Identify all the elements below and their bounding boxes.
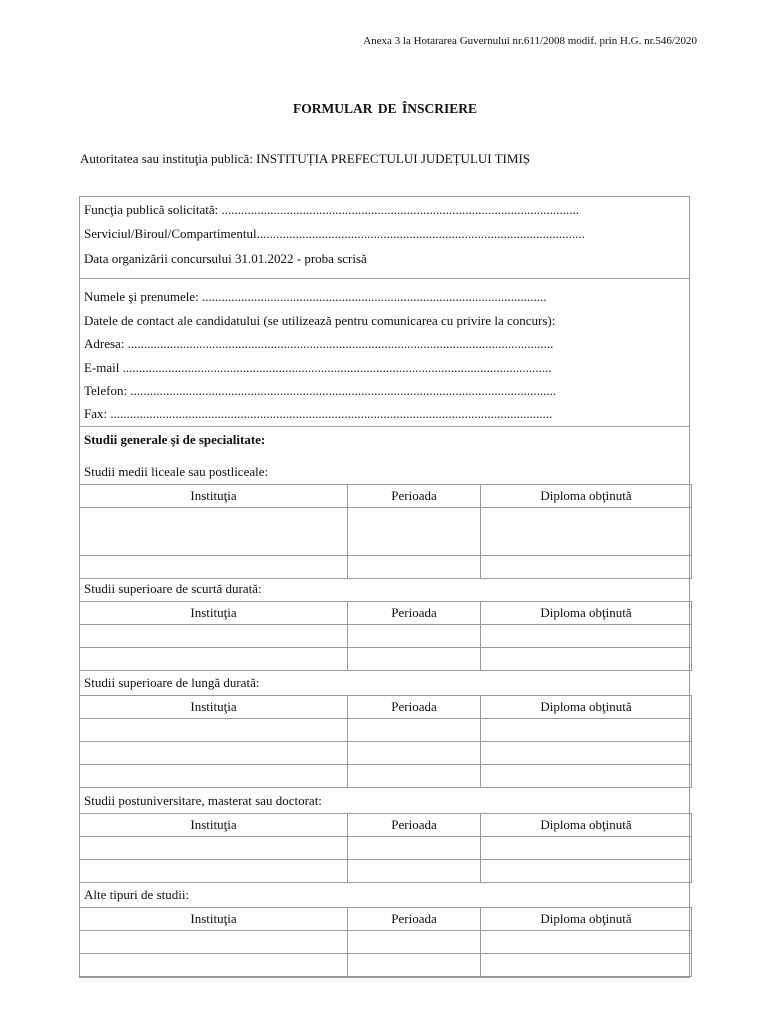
section-label-scurta: Studii superioare de scurtă durată: [84,581,262,596]
cell-diploma[interactable] [481,719,692,742]
col-header-institutia: Instituţia [80,696,348,719]
field-telefon[interactable]: Telefon: ................................................................................................................................... [84,383,557,398]
cell-perioada[interactable] [348,719,481,742]
cell-diploma[interactable] [481,954,692,977]
field-data-concurs: Data organizării concursului 31.01.2022 - proba scrisă [84,251,367,266]
col-header-perioada: Perioada [348,908,481,931]
col-header-diploma: Diploma obţinută [481,602,692,625]
cell-diploma[interactable] [481,508,692,556]
table-row [80,954,692,977]
field-fax[interactable]: Fax: ........................................................................................................................................ [84,406,553,421]
col-header-institutia: Instituţia [80,485,348,508]
cell-perioada[interactable] [348,954,481,977]
table-row [80,556,692,579]
col-header-institutia: Instituţia [80,602,348,625]
cell-perioada[interactable] [348,648,481,671]
cell-diploma[interactable] [481,860,692,883]
section-label-lunga: Studii superioare de lungă durată: [84,675,260,690]
col-header-institutia: Instituţia [80,814,348,837]
contact-intro: Datele de contact ale candidatului (se utilizează pentru comunicarea cu privire la concurs): [84,313,556,328]
table-row [80,719,692,742]
cell-perioada[interactable] [348,625,481,648]
cell-institutia[interactable] [80,742,348,765]
form-title: FORMULAR DE ÎNSCRIERE [292,101,477,116]
cell-diploma[interactable] [481,648,692,671]
cell-perioada[interactable] [348,765,481,788]
annex-reference: Anexa 3 la Hotararea Guvernului nr.611/2008 modif. prin H.G. nr.546/2020 [363,35,697,47]
table-row [80,742,692,765]
cell-perioada[interactable] [348,742,481,765]
table-row [80,648,692,671]
table-row [80,860,692,883]
cell-perioada[interactable] [348,931,481,954]
cell-institutia[interactable] [80,765,348,788]
studies-heading: Studii generale şi de specialitate: [84,432,266,447]
table-row [80,508,692,556]
cell-perioada[interactable] [348,837,481,860]
cell-institutia[interactable] [80,648,348,671]
col-header-perioada: Perioada [348,485,481,508]
cell-institutia[interactable] [80,556,348,579]
table-postuniversitare [79,813,692,883]
studies-block [79,427,690,978]
cell-diploma[interactable] [481,742,692,765]
section-label-liceale: Studii medii liceale sau postliceale: [84,464,269,479]
field-serviciul[interactable]: Serviciul/Biroul/Compartimentul..................................................................................................... [84,226,585,241]
field-email[interactable]: E-mail .................................................................................................................................... [84,360,552,375]
table-row [80,931,692,954]
cell-institutia[interactable] [80,954,348,977]
col-header-diploma: Diploma obţinută [481,485,692,508]
authority-line: Autoritatea sau instituţia publică: INSTITUȚIA PREFECTULUI JUDEȚULUI TIMIȘ [80,151,531,166]
table-row [80,837,692,860]
cell-institutia[interactable] [80,860,348,883]
section-label-postuniversitare: Studii postuniversitare, masterat sau doctorat: [84,793,322,808]
col-header-perioada: Perioada [348,814,481,837]
cell-institutia[interactable] [80,719,348,742]
table-lunga [79,695,692,788]
cell-perioada[interactable] [348,860,481,883]
cell-perioada[interactable] [348,508,481,556]
col-header-diploma: Diploma obţinută [481,696,692,719]
table-scurta [79,601,692,671]
cell-institutia[interactable] [80,625,348,648]
col-header-perioada: Perioada [348,602,481,625]
table-row [80,625,692,648]
cell-diploma[interactable] [481,837,692,860]
section-label-alte: Alte tipuri de studii: [84,887,190,902]
table-row [80,765,692,788]
field-functia[interactable]: Funcţia publică solicitată: .............................................................................................................. [84,202,580,217]
cell-institutia[interactable] [80,508,348,556]
cell-diploma[interactable] [481,765,692,788]
field-adresa[interactable]: Adresa: ................................................................................................................................... [84,336,554,351]
table-liceale [79,484,692,579]
cell-institutia[interactable] [80,837,348,860]
field-nume[interactable]: Numele şi prenumele: .......................................................................................................... [84,289,547,304]
cell-diploma[interactable] [481,931,692,954]
cell-institutia[interactable] [80,931,348,954]
cell-perioada[interactable] [348,556,481,579]
position-block [79,196,690,279]
cell-diploma[interactable] [481,556,692,579]
cell-diploma[interactable] [481,625,692,648]
col-header-perioada: Perioada [348,696,481,719]
col-header-institutia: Instituţia [80,908,348,931]
col-header-diploma: Diploma obţinută [481,908,692,931]
table-alte [79,907,692,977]
col-header-diploma: Diploma obţinută [481,814,692,837]
candidate-block [79,279,690,427]
